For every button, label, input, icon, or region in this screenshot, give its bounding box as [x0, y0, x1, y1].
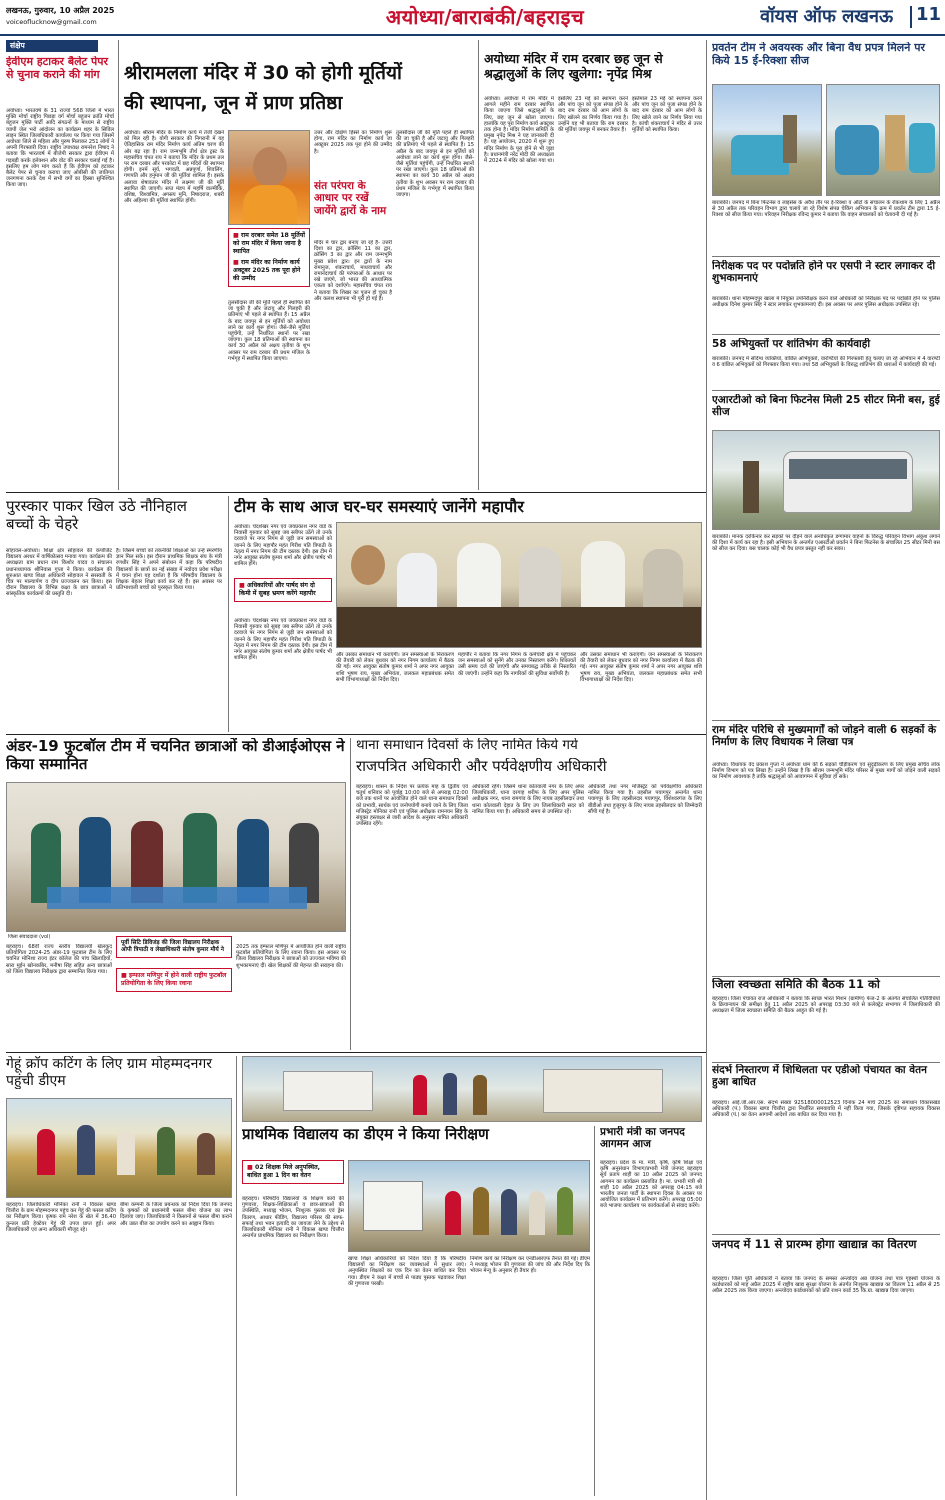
- school-body-col2: खण्ड शिक्षा अधिकारियों को निर्देश दिया है कि परिषदीय विद्यालयों का निरीक्षण कर व्यवस्थाओं में सुधार लाएं। अनुपस्थित शिक्षकों का एक दिन का वेतन बाधित कर दिया गया। डीएम ने कक्षा में बच्चों से पाठ्य पुस्तक पढ़वाकर शिक्षा की गुणवत्ता परखी।: [348, 1256, 466, 1287]
- minister-headline: प्रभारी मंत्री का जनपद आगमन आज: [600, 1126, 685, 1151]
- football-photo-caption: जिला संवाददाता (vol): [8, 934, 51, 940]
- brief-headline: ईवीएम हटाकर बैलेट पेपर से चुनाव कराने की मांग: [6, 56, 108, 81]
- divider: [594, 1126, 595, 1496]
- divider: [350, 738, 351, 1050]
- right-photo-erickshaw-2: [826, 84, 940, 196]
- mayor-body-col4: और उसका समाधान भी कराएंगी। जन समस्याओं के निराकरण की तैयारी को लेकर बुधवार को नगर निगम कार्यालय में बैठक की गई। नगर आयुक्त संतोष कुमार शर्मा ने अपर नगर आयुक्त शशि भूषण राय, मुख्य अभियंता, जलकल महाप्रबंधक समेत सभी विभागाध्यक्षों को निर्देश दिए।: [580, 652, 702, 683]
- top-right-headline: अयोध्या मंदिर में राम दरबार छह जून से श्रद्धालुओं के लिए खुलेगा: नृपेंद्र मिश्र: [484, 52, 663, 81]
- right-story7-headline: संदर्भ निस्तारण में शिथिलता पर एडीओ पंचायत का वेतन हुआ बाधित: [712, 1064, 927, 1089]
- school-top-photo: [242, 1056, 702, 1122]
- lead-sub-body-cont: तुलसीदास जी की मूर्ति पहले ही स्थापित की जा चुकी है और जटायु और गिलहरी की प्रतिमाएं भी पहले से स्थापित हैं। 15 अप्रैल के बाद जयपुर से इन मूर्तियों को अयोध्या लाने का कार्य शुरू होगा। जैसे-जैसे मूर्तियां पहुंचेंगी, उन्हें निर्धारित स्थानों पर रखा जाएगा। कुल 18 प्रतिमाओं की स्थापना का कार्य 30 अप्रैल को अक्षय तृतीया के शुभ अवसर पर राम दरबार की प्रथम मंजिल के गर्भगृह में स्थापित किया जाएगा।: [396, 130, 474, 199]
- right-story5-headline: राम मंदिर परिधि से मुख्यमार्गों को जोड़ने वाली 6 सड़कों के निर्माण के लिए विधायक ने लिखा पत्र: [712, 724, 937, 749]
- dm-body-col1: बहराइच। जिलाधिकारी मोनिका रानी ने विकास खण्ड चित्तौरा के ग्राम मोहम्मदनगर पहुंच कर गेहूं की फसल कटिंग का निरीक्षण किया। कृषक राम नरेश के खेत में 36.40 कुन्तल प्रति हेक्टेयर गेहूं की उपज प्राप्त हुई। अपर जिलाधिकारी एवं अन्य अधिकारी मौजूद रहे।: [6, 1202, 116, 1233]
- right-story4-headline: एआरटीओ को बिना फिटनेस मिली 25 सीटर मिनी बस, हुई सीज: [712, 394, 940, 419]
- lead-sub-body: मंदिर में चार द्वार बनाए जा रहे हैं- उत्तरी दिशा का द्वार, क्रॉसिंग 11 का द्वार, क्रॉसिंग 3 का द्वार और राम जन्मभूमि मुख्य प्रवेश द्वार। इन द्वारों के नाम रामानुज, शंकराचार्य, माधवाचार्य और रामानंदाचार्य की परंपराओं के आधार पर रखे जाएंगे, जो भारत की आध्यात्मिक एकता को दर्शाएंगे। महासचिव चंपत राय ने बताया कि शिखर का पूजन हो चुका है और कलश स्थापना भी पूरी हो गई है।: [314, 240, 392, 302]
- football-body-col1: बहराइच। 68वीं राज्य स्तरीय विद्यालयी खेलकूद प्रतियोगिता 2024-25 अंडर-19 फुटबाल टीम के लिए चयनित मोनिशा राज्य इंटर कॉलेज की पांच खिलाड़ियों, सारा मुईन खोनकबिर, मनीषा सिंह सहित अन्य छात्राओं को जिला विद्यालय निरीक्षक द्वारा सम्मानित किया गया।: [6, 944, 112, 975]
- football-headline: अंडर-19 फुटबॉल टीम में चयनित छात्राओं को डीआईओएस ने किया सम्मानित: [6, 738, 345, 773]
- top-right-body-col3: इस्तेमाल 23 मई को स्थापना करने और पांच जून को पूजा संपन्न होने के बाद राम दरबार को आम लोगों के लिए खोले जाने का निर्णय लिया गया है। कांची शंकराचार्य ने मंदिर से उत्तर मूर्तियों को स्थापित किया।: [632, 96, 702, 134]
- divider: [712, 1234, 940, 1235]
- page-number-divider: [910, 6, 912, 28]
- masthead: [0, 0, 945, 36]
- paper-name: वॉयस ऑफ लखनऊ: [760, 6, 894, 27]
- mid-left-headline: पुरस्कार पाकर खिल उठे नौनिहाल बच्चों के चेहरे: [6, 498, 187, 533]
- lead-headline-line2: की स्थापना, जून में प्राण प्रतिष्ठा: [124, 92, 343, 114]
- right-story6-headline: जिला स्वच्छता समिति की बैठक 11 को: [712, 978, 880, 991]
- school-body-col3: निर्माण कार्य का निरीक्षण कर एनडीआरएफ तैनात की गई। डीएम ने मध्याह्न भोजन की गुणवत्ता की जांच की और निर्देश दिए कि भोजन मेन्यू के अनुसार ही तैयार हो।: [470, 1256, 590, 1275]
- divider: [706, 40, 707, 1500]
- page-number: 11: [916, 4, 942, 25]
- divider: [712, 334, 940, 335]
- divider: [6, 492, 706, 493]
- lead-body-col2: तुलसीदास जी की मूर्ति पहले ही स्थापित की जा चुकी है और जटायु और गिलहरी की प्रतिमाएं भी पहले से स्थापित हैं। 15 अप्रैल के बाद जयपुर से इन मूर्तियों को अयोध्या लाने का कार्य शुरू होगा। जैसे-जैसे मूर्तियां पहुंचेंगी, उन्हें निर्धारित स्थानों पर रखा जाएगा। कुल 18 प्रतिमाओं की स्थापना का कार्य 30 अप्रैल को अक्षय तृतीया के शुभ अवसर पर राम दरबार की प्रथम मंजिल के गर्भगृह में स्थापित किया जाएगा।: [228, 300, 310, 362]
- school-body-col1: बहराइच। परिषदीय विद्यालयों के शिक्षण कार्य की गुणवत्ता, शिक्षक-शिक्षिकाओं व छात्र-छात्राओं की उपस्थिति, मध्याह्न भोजन, निःशुल्क पुस्तक एवं ड्रेस वितरण, आधार फीडिंग, विद्यालय परिसर की साफ-सफाई तथा भवन इत्यादि का जायजा लेने के उद्देश्य से जिलाधिकारी मोनिका रानी ने विकास खण्ड चित्तौरा अन्तर्गत प्राथमिक विद्यालय का निरीक्षण किया।: [242, 1196, 344, 1240]
- section-title: अयोध्या/बाराबंकी/बहराइच: [385, 5, 585, 29]
- divider: [712, 256, 940, 257]
- mayor-headline: टीम के साथ आज घर-घर समस्याएं जानेंगे महापौर: [234, 498, 524, 516]
- divider: [228, 496, 229, 732]
- school-photo-inspection: [348, 1160, 590, 1252]
- lead-callout: ■ राम दरबार समेत 18 मूर्तियों को राम मंदिर में किया जाना है स्थापित ■ राम मंदिर का निर्माण कार्य अक्टूबर 2025 तक पूरा होने की उम्मीद: [228, 228, 310, 287]
- lead-body-col1: अयोध्या। श्रीराम मंदिर के निर्माण कार्य में तेजी देखने को मिल रही है। योगी सरकार की निगरानी में यह ऐतिहासिक राम मंदिर निर्माण कार्य अंतिम चरण की ओर बढ़ रहा है। राम जन्मभूमि तीर्थ क्षेत्र ट्रस्ट के महासचिव चंपत राय ने बताया कि मंदिर के प्रथम तल पर राम दरबार और परकोटा में छह मंदिरों की स्थापना होगी। इनमें सूर्य, भगवती, अन्नपूर्णा, शिवलिंग, गणपति और हनुमान जी की मूर्तियां शामिल हैं। इसके अलावा शेषावतार मंदिर में लक्ष्मण जी की मूर्ति स्थापित की जाएगी। सप्त मंडप में महर्षि वाल्मीकि, वशिष्ठ, विश्वामित्र, अगस्त्य मुनि, निषादराज, शबरी और अहिल्या की मूर्तियां स्थापित होंगी।: [124, 130, 224, 205]
- right-story2-body: बाराबंकी। थाना मोहम्मदपुर खाला में नियुक्त उपनिरीक्षक करने वाले अधिकारी को निरीक्षक पद पर पदोन्नति होने पर पुलिस अधीक्षक दिनेश कुमार सिंह ने स्टार लगाकर शुभकामनाएं दीं। इस अवसर पर अपर पुलिस अधीक्षक उपस्थित रहे।: [712, 296, 940, 309]
- right-photo-minibus: [712, 430, 940, 530]
- football-photo-group: [6, 782, 346, 932]
- divider: [118, 40, 119, 490]
- right-story7-body: बहराइच। आई.जी.आर.एस. संदर्भ संख्या 92518000012523 दिनांक 24 मार्च 2025 का समाधान विकासखंड अधिकारी (पं.) विकास खण्ड चित्तौरा द्वारा निर्धारित समयावधि में नहीं किया गया, जिसके दृष्टिगत सहायक विकास अधिकारी (पं.) का वेतन आगामी आदेशों तक बाधित कर दिया गया है।: [712, 1100, 940, 1119]
- brief-label: संक्षेप: [6, 40, 98, 52]
- thana-headline-line2: राजपत्रित अधिकारी और पर्यवेक्षणीय अधिकारी: [356, 758, 607, 775]
- divider: [6, 1052, 706, 1053]
- divider: [478, 40, 479, 490]
- top-right-body-col1: अयोध्या। अयोध्या में राम मंदिर में आगले महीने राम दरबार स्थापित किया जाएगा जिसे श्रद्धालुओं के लिए, छह जून से खोला जाएगा। हालांकि यह पूरा निर्माण कार्य अक्टूबर तक होना है। मंदिर निर्माण समिति के प्रमुख नृपेंद्र मिश्र ने यह जानकारी दी है। यह आयोजन, 2020 में शुरू हुए मंदिर निर्माण के पूरा होने से भी जुड़ा है। प्रधानमंत्री नरेंद्र मोदी की अध्यक्षता में 2024 में मंदिर को खोला गया था।: [484, 96, 554, 165]
- right-story3-body: बाराबंकी। जनपद में संदिग्ध व्यक्तियों, वांछित अभियुक्तों, वारण्टियों की गिरफ्तारी हेतु चलाए जा रहे अभियान में 4 वारण्टी व 6 वांछित अभियुक्तों को गिरफ्तार किया गया। तथा 58 अभियुक्तों के विरुद्ध शांतिभंग की धाराओं में कार्यवाही की गई।: [712, 356, 940, 369]
- mayor-body-col2: और उसका समाधान भी कराएंगी। जन समस्याओं के निराकरण की तैयारी को लेकर बुधवार को नगर निगम कार्यालय में बैठक की गई। नगर आयुक्त संतोष कुमार शर्मा ने अपर नगर आयुक्त शशि भूषण राय, मुख्य अभियंता, जलकल महाप्रबंधक समेत सभी विभागाध्यक्षों को निर्देश दिए।: [336, 652, 454, 683]
- right-story2-headline: निरीक्षक पद पर पदोन्नति होने पर एसपी ने स्टार लगाकर दी शुभकामनाएं: [712, 260, 936, 285]
- mayor-body-col1-cont: अयोध्या। चंदशेखर नगर एवं जयप्रकाश नगर वार्ड के निवासी गुरुवार को सुबह जब स्लीपर उठेंगे तो उनके दरवाजे पर नगर निगम से जुड़ी जन समस्याओं को जानने के लिए महापौर महंत गिरीश पति त्रिपाठी के नेतृत्व में नगर निगम की टीम दस्तक देगी। इस टीम में नगर आयुक्त संतोष कुमार शर्मा और क्षेत्रीय पार्षद भी शामिल होंगे।: [234, 618, 332, 662]
- dm-photo-field: [6, 1098, 232, 1198]
- divider: [712, 1062, 940, 1063]
- right-story3-headline: 58 अभियुक्तों पर शांतिभंग की कार्यवाही: [712, 338, 871, 350]
- right-photo-erickshaw-1: [712, 84, 822, 196]
- brief-body: अयोध्या। भारतवर्ष के 31 राज्यों 568 जिलों में भारत मुक्ति मोर्चा राष्ट्रीय पिछड़ा वर्ग मोर्चा बहुजन क्रांति मोर्चा बहुजन मुक्ति पार्टी आदि संगठनों के माध्यम से राष्ट्रीय व्यापी जेल भरो आंदोलन का कार्यक्रम शहर के सिविल लाइन स्थित जिलाधिकारी कार्यालय पर किया गया जिसमें अयोध्या जिले से महिला और पुरुष मिलाकर 251 लोगों ने अपनी गिरफ्तारी दिया। राष्ट्रीय उपाध्यक्ष रामनरेश निषाद ने बताया कि भारतवर्ष में बीजेपी सरकार द्वारा ईवीएम में गड़बड़ी करके इलेक्शन और वोट की सरकार चलाई गई है। इसलिए हम लोग मांग करते हैं कि ईवीएम को हटाकर बैलेट पेपर से चुनाव कराया जाए ओबीसी की जातिगत जनगणना करके देश में सभी वर्गों का हिस्सा सुनिश्चित किया जाए।: [6, 108, 114, 189]
- thana-body-col2: अधिकारी रहेंगे। जिसमें थाना कोतवाली नगर के लिए अपर जिलाधिकारी, थाना दरगाह शरीफ के लिए अपर पुलिस अधीक्षक नगर, थाना रामगांव के लिए नायब तहसीलदार तथा थाना कोतवाली देहात के लिए उप जिलाधिकारी सदर को नामित किया गया है। अधिकारी समय से उपस्थित रहें।: [472, 784, 584, 815]
- right-story6-body: बहराइच। जिला पंचायत राज अधिकारी ने बताया कि स्वच्छ भारत मिशन (ग्रामीण) फेज-2 के अंतर्गत संचालित गतिविधियों के क्रियान्वयन की समीक्षा हेतु 11 अप्रैल 2025 को अपराह्न 03:30 बजे से कलेक्ट्रेट सभागार में जिलाधिकारी की अध्यक्षता में जिला स्वच्छता समिति की बैठक आहूत की गई है।: [712, 996, 940, 1015]
- lead-sub-headline: संत परंपरा के आधार पर रखें जायेंगे द्वारों के नाम: [314, 180, 387, 217]
- football-callout-2: ■ इम्फाल मणिपुर में होने वाली राष्ट्रीय फुटबॉल प्रतियोगिता के लिए किया रवाना: [116, 968, 232, 992]
- minister-body: बहराइच। प्रदेश के मा. मंत्री, कृषि, कृषि शिक्षा एवं कृषि अनुसंधान विभाग/प्रभारी मंत्री जनपद बहराइच सूर्य प्रताप शाही का 10 अप्रैल 2025 को जनपद आगमन का कार्यक्रम प्रस्तावित है। मा. प्रभारी मंत्री श्री शाही 10 अप्रैल 2025 को अपराह्न 04:15 बजे भारतीय जनता पार्टी के स्थापना दिवस के अवसर पर आयोजित कार्यक्रम में प्रतिभाग करेंगे। अपराह्न 05:00 बजे भाजपा कार्यालय पर कार्यकर्ताओं से संवाद करेंगे।: [600, 1160, 702, 1210]
- thana-headline-line1: थाना समाधान दिवसों के लिए नामित किये गये: [356, 738, 578, 753]
- divider: [712, 976, 940, 977]
- football-body-col2: 2025 तक इम्फाल मणिपुर में आयोजित होने वाली राष्ट्रीय फुटबॉल प्रतियोगिता के लिए रवाना किया। इस अवसर पर जिला विद्यालय निरीक्षक ने छात्राओं को उज्ज्वल भविष्य की शुभकामनाएं दीं। खेल शिक्षकों की मेहनत की सराहना की।: [236, 944, 346, 969]
- divider: [6, 734, 706, 735]
- thana-body-col1: बहराइच। शासन के निर्देश पर प्रत्येक माह के द्वितीय एवं चतुर्थ शनिवार को पूर्वाह्न 10:00 बजे से अपराह्न 02:00 बजे तक थानों पर आयोजित होने वाले थाना समाधान दिवसों को प्रभावी, सार्थक एवं जनोपयोगी बनाये जाने के लिए जिला मजिस्ट्रेट मोनिका रानी एवं पुलिस अधीक्षक रामनयन सिंह के संयुक्त हस्ताक्षर से जारी आदेश के अनुसार नामित अधिकारी उपस्थित रहेंगे।: [356, 784, 468, 828]
- divider: [712, 390, 940, 391]
- football-callout-1: पूर्वी सिटि डिविजंड़ की जिला विद्यालय निरीक्षक ओपी त्रिपाठी व लेखाधिकारी संतोष कुमार मौर्य ने: [116, 936, 232, 958]
- school-headline: प्राथमिक विद्यालय का डीएम ने किया निरीक्षण: [242, 1126, 489, 1143]
- mayor-body-col3: महापौर ने बताया कि नगर निगम के कर्मचारी क्षेत्र में पहुंचकर जन समस्याओं को सुनेंगे और उनका निस्तारण करेंगे। शिकायतें उसी समय दर्ज की जाएंगी और समयबद्ध तरीके से निस्तारित की जाएंगी। उन्होंने कहा कि नागरिकों की सुविधा सर्वोपरि है।: [458, 652, 576, 677]
- mayor-callout: ■ अधिकारियों और पार्षद संग दो किमी में सुबह भ्रमण करेंगे महापौर: [234, 578, 332, 602]
- right-story8-body: बहराइच। जिला पूर्ति अधिकारी ने बताया कि जनपद के समस्त अन्त्योदय अन्न योजना तथा पात्र गृहस्थी योजना के कार्डधारकों को माह अप्रैल 2025 में राष्ट्रीय खाद्य सुरक्षा योजना के अंतर्गत निःशुल्क खाद्यान्न का वितरण 11 अप्रैल से 25 अप्रैल 2025 तक किया जाएगा। अन्त्योदय कार्डधारकों को प्रति राशन कार्ड 35 कि.ग्रा. खाद्यान्न दिया जाएगा।: [712, 1276, 940, 1295]
- dm-body-col2: बीमा कम्पनी के जिला प्रबन्धक को निर्देश दिया कि जनपद के कृषकों को प्रधानमंत्री फसल बीमा योजना का लाभ दिलाया जाए। जिलाधिकारी ने किसानों से फसल बीमा कराने और उन्नत बीज का उपयोग करने का आह्वान किया।: [120, 1202, 232, 1227]
- right-story4-body: बाराबंकी। मानक दरकिनार कर सड़कों पर दौड़ने वाले अनाधिकृत डग्गामार वाहनों के विरुद्ध परिवहन विभाग अंकुश लगाने की दिशा में कार्य कर रहा है। इसी अभियान के अन्तर्गत एआरटीओ प्रवर्तन ने बिना फिटनेस के संचालित 25 सीटर मिनी बस को सीज कर दिया। बस चालक कोई भी वैध प्रपत्र प्रस्तुत नहीं कर सका।: [712, 534, 940, 553]
- lead-headline-line1: श्रीरामलला मंदिर में 30 को होगी मूर्तियों: [124, 62, 474, 84]
- mayor-photo-meeting: [336, 522, 702, 648]
- date-line: लखनऊ, गुरुवार, 10 अप्रैल 2025: [6, 6, 115, 15]
- lead-body-col3: उत्तर और दक्षिण हिस्से का निर्माण शुरू होगा, राम मंदिर का निर्माण कार्य जा अक्टूबर 2025 तक पूरा होने की उम्मीद है।: [314, 130, 392, 155]
- divider: [236, 1056, 237, 1496]
- mid-left-body-col2: है। जिसमें बच्चों को तकनीकी शिक्षाओं का उन्हें स्मरणीय ज्ञान मिल सके। इस दौरान प्राथमिक शिक्षक संघ के मंत्री रणधीर सिंह ने अपने संबोधन में कहा कि परिषदीय विद्यालयों के छात्रों का नई संख्या में नवोदय प्रवेश परीक्षा में चयन होना यह दर्शाता है कि परिषदीय विद्यालय के शिक्षक बेहतर शिक्षा कार्य कर रहे हैं। इस अवसर पर प्रतिभाशाली बच्चों को पुरस्कृत किया गया।: [116, 548, 222, 592]
- divider: [712, 720, 940, 721]
- right-story8-headline: जनपद में 11 से प्रारम्भ होगा खाद्यान्न का वितरण: [712, 1238, 917, 1251]
- mayor-body-col1: अयोध्या। चंदशेखर नगर एवं जयप्रकाश नगर वार्ड के निवासी गुरुवार को सुबह जब स्लीपर उठेंगे तो उनके दरवाजे पर नगर निगम से जुड़ी जन समस्याओं को जानने के लिए महापौर महंत गिरीश पति त्रिपाठी के नेतृत्व में नगर निगम की टीम दस्तक देगी। इस टीम में नगर आयुक्त संतोष कुमार शर्मा और क्षेत्रीय पार्षद भी शामिल होंगे।: [234, 524, 332, 568]
- mid-left-body-col1: सोहावल-अयोध्या। शिक्षा क्षेत्र सोहावल की कंपोजिट विद्यालय अरथर में वार्षिकोत्सव मनाया गया। कार्यक्रम की अध्यक्षता ग्राम प्रधान राम किशोर यादव व संचालन प्रधानाध्यापक श्रीनिवास गुप्ता ने किया। कार्यक्रम की शुरुआत खण्ड शिक्षा अधिकारी सोहावल ने सरस्वती के चित्र पर माल्यार्पण व दीप प्रज्ज्वलन कर किया। इस दौरान विद्यालय के विभिन्न कक्षा के छात्र छात्राओं ने सांस्कृतिक कार्यक्रमों की प्रस्तुति दी।: [6, 548, 112, 598]
- school-callout: ■ 02 शिक्षक मिले अनुपस्थित, बाधित हुआ 1 दिन का वेतन: [242, 1160, 344, 1184]
- right-story5-body: अयोध्या। विधायक वेद प्रकाश गुप्ता ने अयोध्या धाम की 6 सड़कों चौड़ीकरण एवं सुदृढ़ीकरण के लिए प्रमुख सचिव लोक निर्माण विभाग को पत्र लिखा है। उन्होंने लिखा है कि श्रीराम जन्मभूमि मंदिर परिसर से मुख्य मार्गों को जोड़ने वाली सड़कों का निर्माण आवश्यक है ताकि श्रद्धालुओं को आवागमन में सुविधा हो सके।: [712, 762, 940, 781]
- masthead-rule: [0, 34, 945, 36]
- right-story1-headline: प्रवर्तन टीम ने अवयस्क और बिना वैध प्रपत्र मिलने पर किये 15 ई-रिक्शा सीज: [712, 42, 925, 67]
- thana-body-col3: अधिकारी तथा नगर मजिस्ट्रेट को पर्यवेक्षणीय अधिकारी नामित किया गया है। तहसील पयागपुर अन्तर्गत थाना पयागपुर के लिए तहसीलदार पयागपुर, विशेश्वरगंज के लिए बीडीओ तथा हुजूरपुर के लिए नायब तहसीलदार को जिम्मेदारी सौंपी गई है।: [588, 784, 702, 815]
- top-right-body-col2: इसलिए 23 मई को स्थापना करने और पांच जून को पूजा संपन्न होने के बाद राम दरबार को आम लोगों के लिए खोलने का निर्णय किया गया है। उन्होंने यह भी बताया कि राम दरबार की मूर्तियां जयपुर में बनकर तैयार हैं।: [558, 96, 628, 134]
- lead-photo-portrait: [228, 130, 310, 225]
- dm-headline: गेहूं क्रॉप कटिंग के लिए ग्राम मोहम्मदनगर पहुंची डीएम: [6, 1056, 212, 1089]
- email: voiceoflucknow@gmail.com: [6, 18, 97, 26]
- right-story1-body: बाराबंकी। जनपद में बिना फिटनेस व लाइसेंस के अवैध तौर पर ई-रिक्शा व ऑटो के संचालन के रोकथाम के लिए 1 अप्रैल से 30 अप्रैल तक परिवहन विभाग द्वारा चलाये जा रहे विशेष संपन्न चेकिंग अभियान के क्रम में प्रवर्तन टीम द्वारा 15 ई-रिक्शा को सीज किया गया। परिवहन निरीक्षक रविन्द्र कुमार ने बताया कि वाहन संचालकों को चेतावनी दी गई है।: [712, 200, 940, 219]
